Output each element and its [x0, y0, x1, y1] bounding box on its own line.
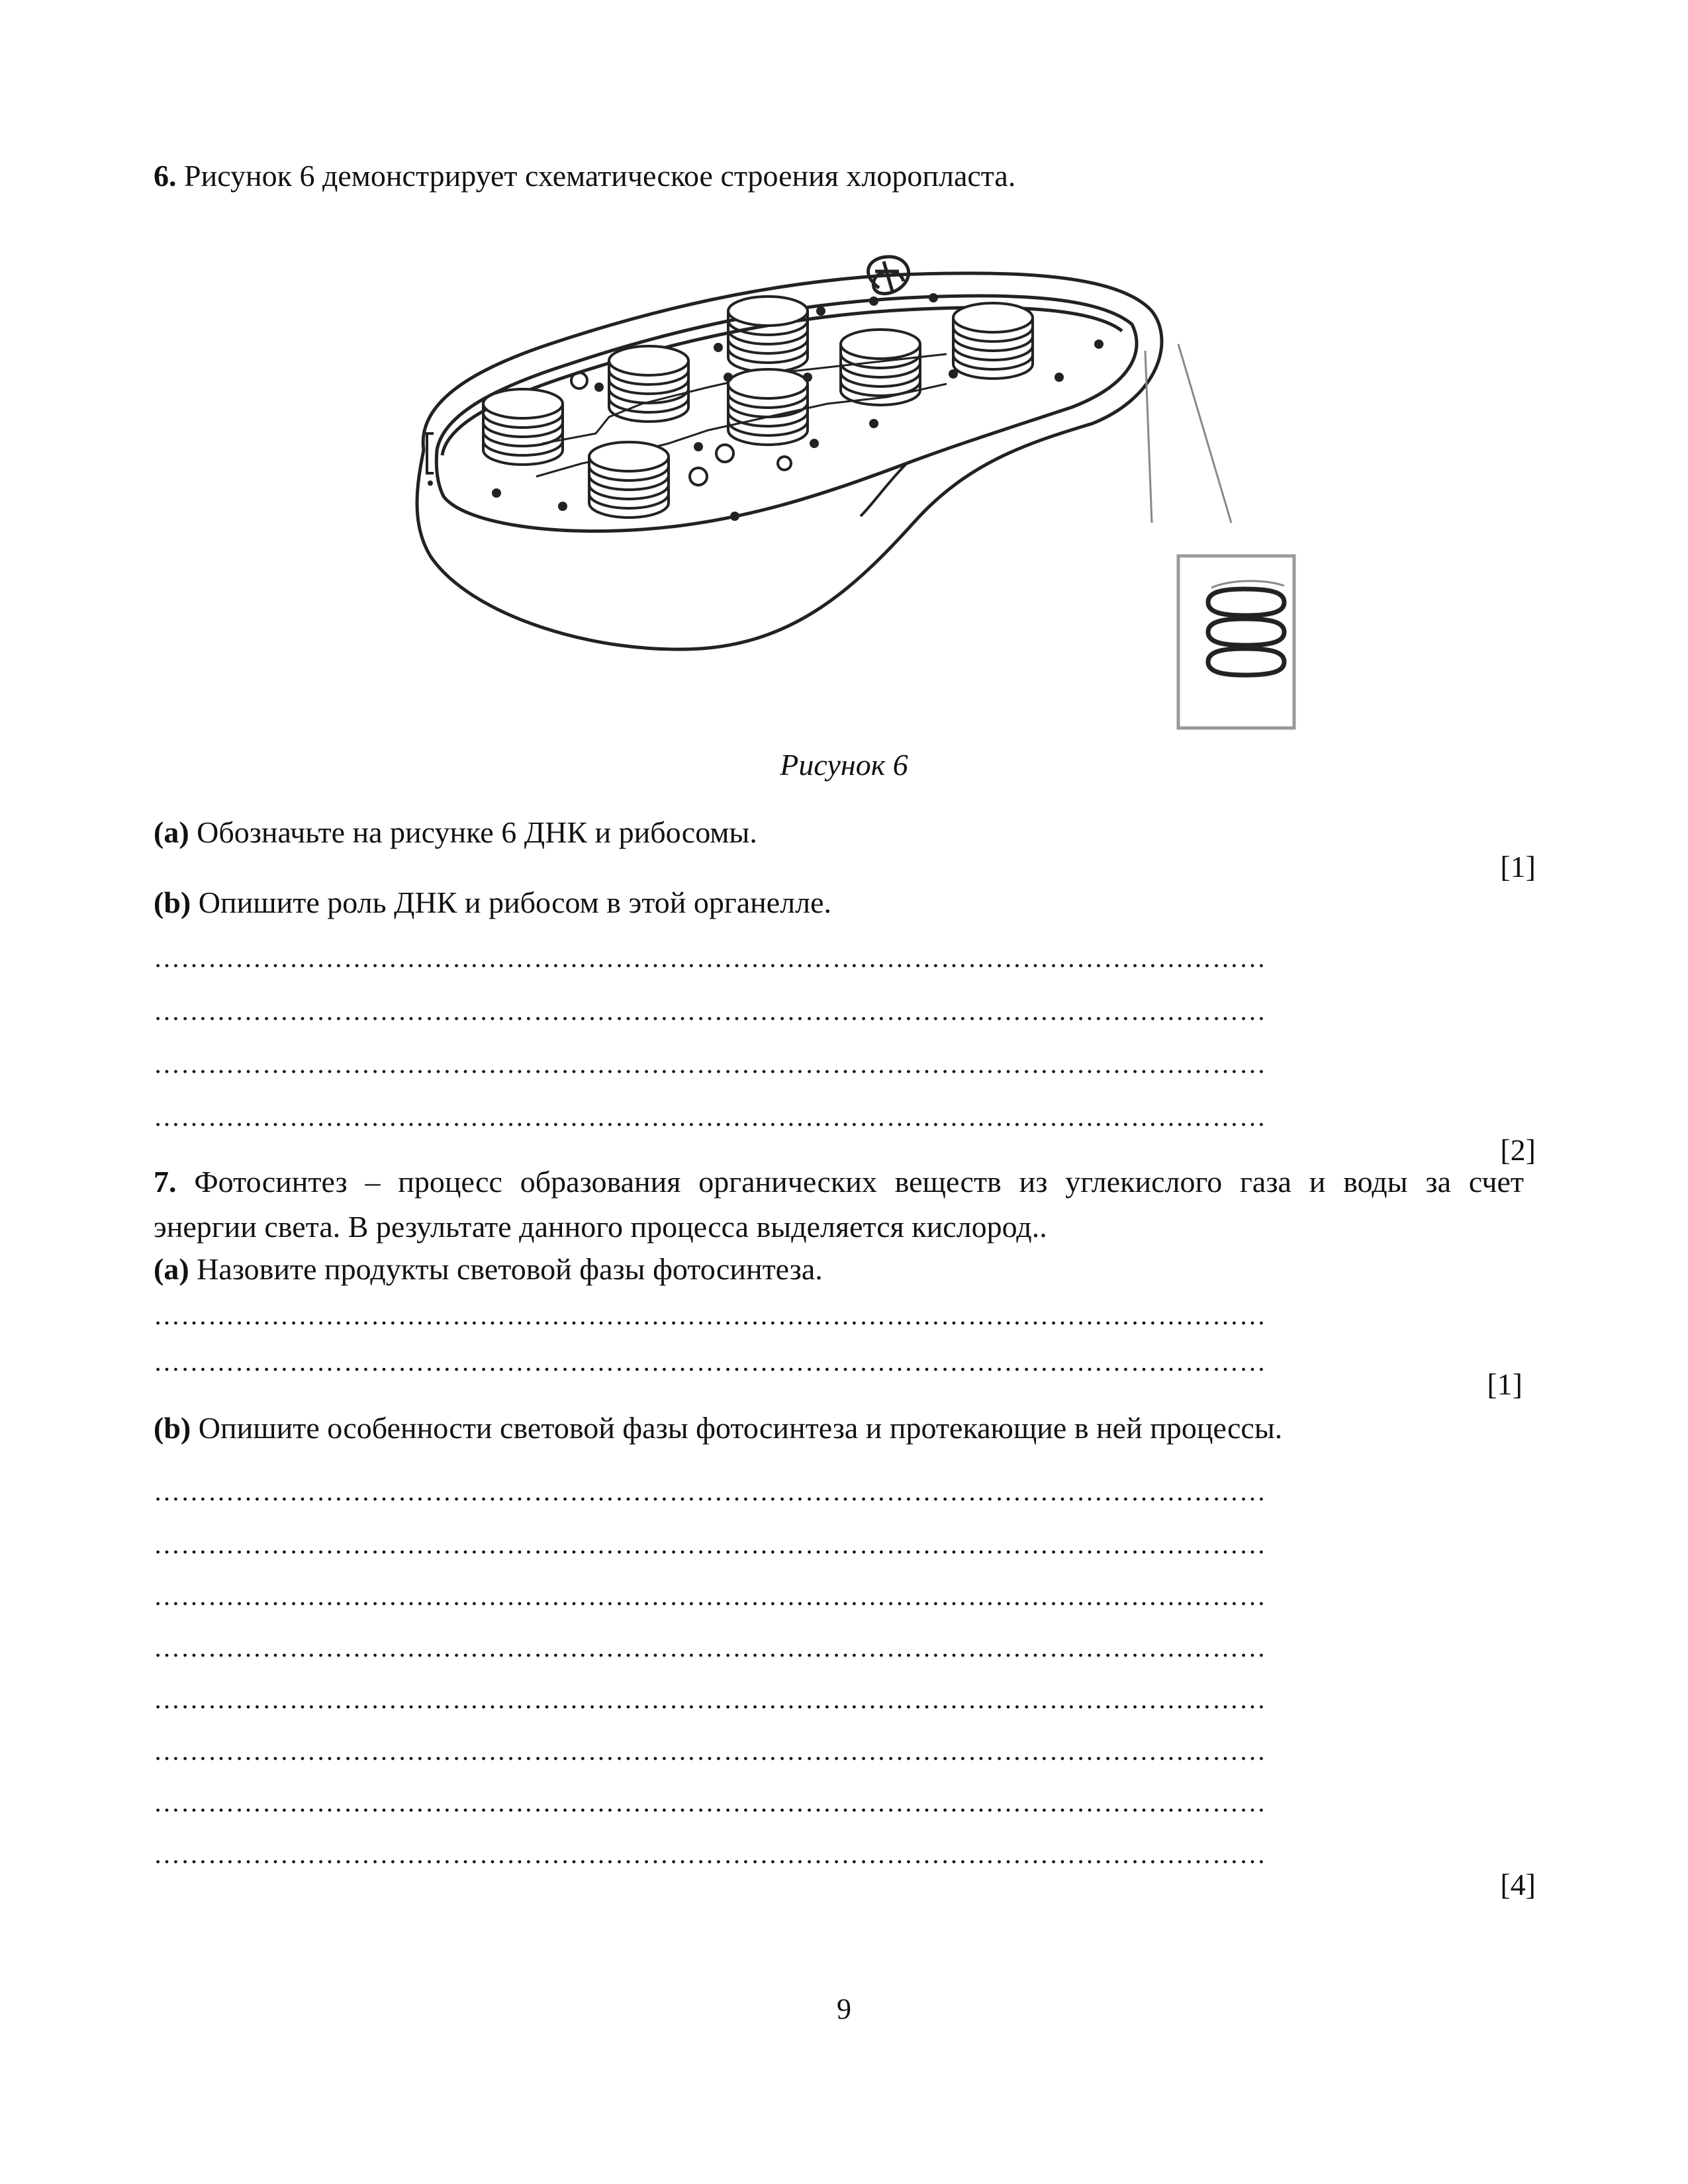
answer-line-7a-1[interactable]: …………………………………………………………………………………………………………… [154, 1300, 1266, 1330]
marks-6b: [2] [1500, 1133, 1536, 1167]
question-7-intro-line1: Фотосинтез – процесс образования органических веществ из углекислого газа и воды за счет [194, 1165, 1524, 1199]
marks-7b: [4] [1500, 1868, 1536, 1901]
question-6b-text: Опишите роль ДНК и рибосом в этой органелле. [198, 886, 832, 919]
answer-line-7a-2[interactable]: …………………………………………………………………………………………………………… [154, 1347, 1266, 1377]
question-6-text [154, 158, 1015, 195]
question-6a [154, 814, 757, 851]
question-6-statement: Рисунок 6 демонстрирует схематическое строения хлоропласта. [184, 159, 1016, 193]
question-7-intro [154, 1160, 1524, 1250]
answer-line-6b-3[interactable]: …………………………………………………………………………………………………………… [154, 1049, 1266, 1079]
answer-line-6b-4[interactable]: …………………………………………………………………………………………………………… [154, 1102, 1266, 1132]
answer-line-7b-4[interactable]: …………………………………………………………………………………………………………… [154, 1633, 1266, 1662]
granum [841, 330, 920, 405]
part-label: (a) [154, 1252, 189, 1286]
page-number: 9 [837, 1993, 851, 2025]
question-7-intro-line2: энергии света. В результате данного процесса выделяется кислород.. [154, 1210, 1047, 1244]
marks-6a: [1] [1500, 850, 1536, 884]
question-number: 7. [154, 1165, 177, 1199]
part-label: (b) [154, 1411, 191, 1445]
answer-line-7b-2[interactable]: …………………………………………………………………………………………………………… [154, 1529, 1266, 1559]
part-label: (b) [154, 886, 191, 919]
granum [589, 442, 669, 518]
question-7b-text: Опишите особенности световой фазы фотосинтеза и протекающие в ней процессы. [198, 1411, 1283, 1445]
granum [728, 369, 808, 445]
marks-7a: [1] [1487, 1367, 1523, 1401]
granum [609, 346, 688, 422]
answer-line-6b-2[interactable]: …………………………………………………………………………………………………………… [154, 996, 1266, 1026]
answer-line-7b-6[interactable]: …………………………………………………………………………………………………………… [154, 1736, 1266, 1766]
question-7a-text: Назовите продукты световой фазы фотосинтеза. [197, 1252, 823, 1286]
answer-line-7b-8[interactable]: …………………………………………………………………………………………………………… [154, 1839, 1266, 1869]
thylakoid-inset [1178, 556, 1294, 728]
question-number: 6. [154, 159, 177, 193]
chloroplast-figure [397, 245, 1297, 754]
answer-line-7b-3[interactable]: …………………………………………………………………………………………………………… [154, 1581, 1266, 1611]
answer-line-6b-1[interactable]: …………………………………………………………………………………………………………… [154, 943, 1266, 973]
granum [953, 303, 1033, 379]
question-7b [154, 1410, 1282, 1447]
granum [728, 296, 808, 372]
granum [483, 389, 563, 465]
answer-line-7b-1[interactable]: …………………………………………………………………………………………………………… [154, 1477, 1266, 1506]
question-7a [154, 1251, 823, 1288]
question-6a-text: Обозначьте на рисунке 6 ДНК и рибосомы. [197, 815, 757, 849]
part-label: (a) [154, 815, 189, 849]
answer-line-7b-7[interactable]: …………………………………………………………………………………………………………… [154, 1788, 1266, 1817]
answer-line-7b-5[interactable]: …………………………………………………………………………………………………………… [154, 1684, 1266, 1714]
question-6b [154, 884, 831, 921]
figure-caption: Рисунок 6 [780, 748, 908, 782]
grana-stacks [483, 296, 1033, 518]
